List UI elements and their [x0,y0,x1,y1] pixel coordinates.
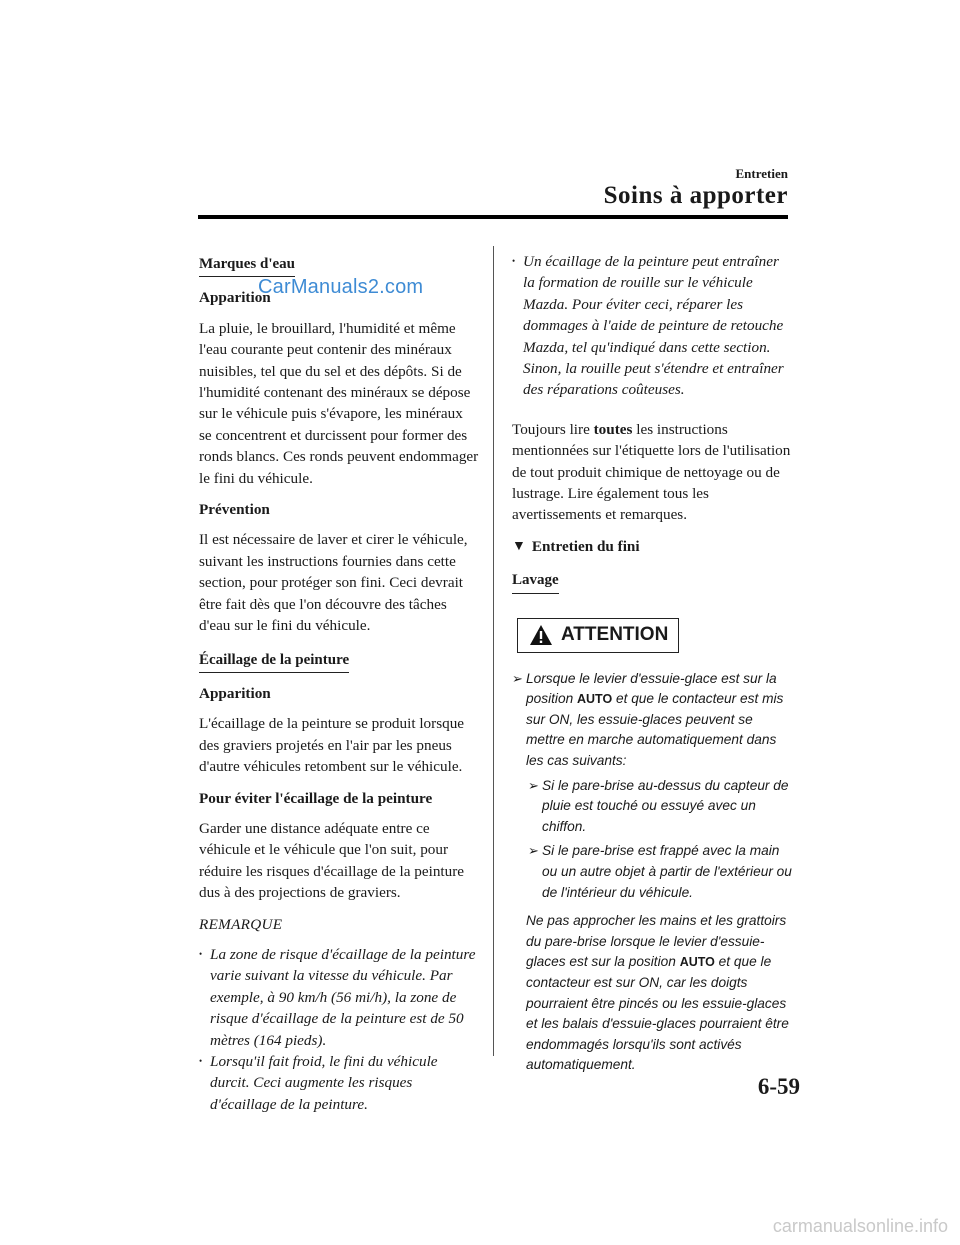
paragraph-prevention: Il est nécessaire de laver et cirer le véhicule, suivant les instructions fournies dans cette section, pour protéger son fini. Ceci devrait être fait dès que l'on découvre des tâches d'eau sur le fini du véhicule. [199,531,468,635]
emphasis-toutes: toutes [593,420,633,438]
header-rule [198,215,788,219]
right-column [512,251,792,1076]
list-item: • La zone de risque d'écaillage de la peinture varie suivant la vitesse du véhicule. Par exemple, à 90 km/h (56 mi/h), la zone de risque d'écaillage de la peinture est de 50 mètres (164 pieds). [199,944,479,1051]
warning-case-1: ➢ Si le pare-brise au-dessus du capteur de pluie est touché ou essuyé avec un chiffon. [528,777,789,834]
page-number: 6-59 [757,1074,800,1099]
auto-position-label: AUTO [576,692,613,707]
left-column [199,251,479,1115]
triangle-down-icon: ▼ [512,538,526,554]
list-item: • Un écaillage de la peinture peut entraîner la formation de rouille sur le véhicule Mazda. Pour éviter ceci, réparer les dommages à l'aide de peinture de retouche Mazda, tel qu'indiqué dans cette section. Sinon, la rouille peut s'étendre et entraîner des réparations coûteuses. [512,251,792,401]
page-title: Soins à apporter [603,182,788,209]
paragraph-chipping: L'écaillage de la peinture se produit lorsque des graviers projetés en l'air par les pneus d'autre véhicules retombent sur le véhicule. [199,715,465,776]
subheading-occurrence-2: Apparition [199,684,271,702]
paragraph-water-marks: La pluie, le brouillard, l'humidité et même l'eau courante peut contenir des minéraux nuisibles, tel que du sel et des dépôts. Si de l'humidité contenant des minéraux se dépose sur le véhicule puis s'évapore, les minéraux se concentrent et durcissent pour former des ronds blancs. Ces ronds peuvent endommager le fini du véhicule. [199,319,479,487]
warning-triangle-icon [529,624,553,646]
arrow-right-icon: ➢ [512,670,523,686]
heading-washing: Lavage [512,570,559,593]
arrow-right-icon: ➢ [528,777,539,793]
heading-paint-chipping: Écaillage de la peinture [199,650,349,673]
section-heading-finish: ▼ Entretien du fini [512,536,792,557]
watermark-logo: CarManuals2.com [258,276,424,298]
paragraph-avoid-chipping: Garder une distance adéquate entre ce véhicule et le véhicule que l'on suit, pour réduire les risques d'écaillage de la peinture dus à des projections de graviers. [199,819,465,902]
subheading-prevention: Prévention [199,501,270,519]
warning-intro: ➢ Lorsque le levier d'essuie-glace est sur la position AUTO et que le contacteur est mis sur ON, les essuie-glaces peuvent se mettre en marche automatiquement dans les cas suivants: [512,670,784,769]
subheading-avoid-chipping: Pour éviter l'écaillage de la peinture [199,789,433,807]
subheading-occurrence: Apparition [199,289,271,307]
paragraph-instructions: Toujours lire toutes les instructions mentionnées sur l'étiquette lors de l'utilisation de tout produit chimique de nettoyage ou de lustrage. Lire également tous les avertissements et remarques. [512,420,791,524]
attention-box: ATTENTION [517,618,679,653]
heading-water-marks: Marques d'eau [199,254,295,277]
footer-watermark: carmanualsonline.info [772,1216,948,1236]
remarque-list-cont [512,251,792,401]
arrow-right-icon: ➢ [528,843,539,859]
list-item: • Lorsqu'il fait froid, le fini du véhicule durcit. Ceci augmente les risques d'écaillage de la peinture. [199,1051,479,1115]
section-label: Entretien [735,166,788,181]
auto-position-label: AUTO [679,955,715,970]
remarque-list [199,944,479,1115]
warning-after: Ne pas approcher les mains et les grattoirs du pare-brise lorsque le levier d'essuie-glaces est sur la position AUTO et que le contacteur est sur ON, car les doigts pourraient être pincés ou les essuie-glaces et les balais d'essuie-glaces pourraient être endommagés lorsqu'ils sont activés automatiquement. [526,913,789,1073]
remarque-label: REMARQUE [199,915,283,933]
warning-content [512,669,792,1076]
warning-case-2: ➢ Si le pare-brise est frappé avec la main ou un autre objet à partir de l'extérieur ou de l'intérieur du véhicule. [528,843,792,900]
column-divider [493,246,494,1056]
